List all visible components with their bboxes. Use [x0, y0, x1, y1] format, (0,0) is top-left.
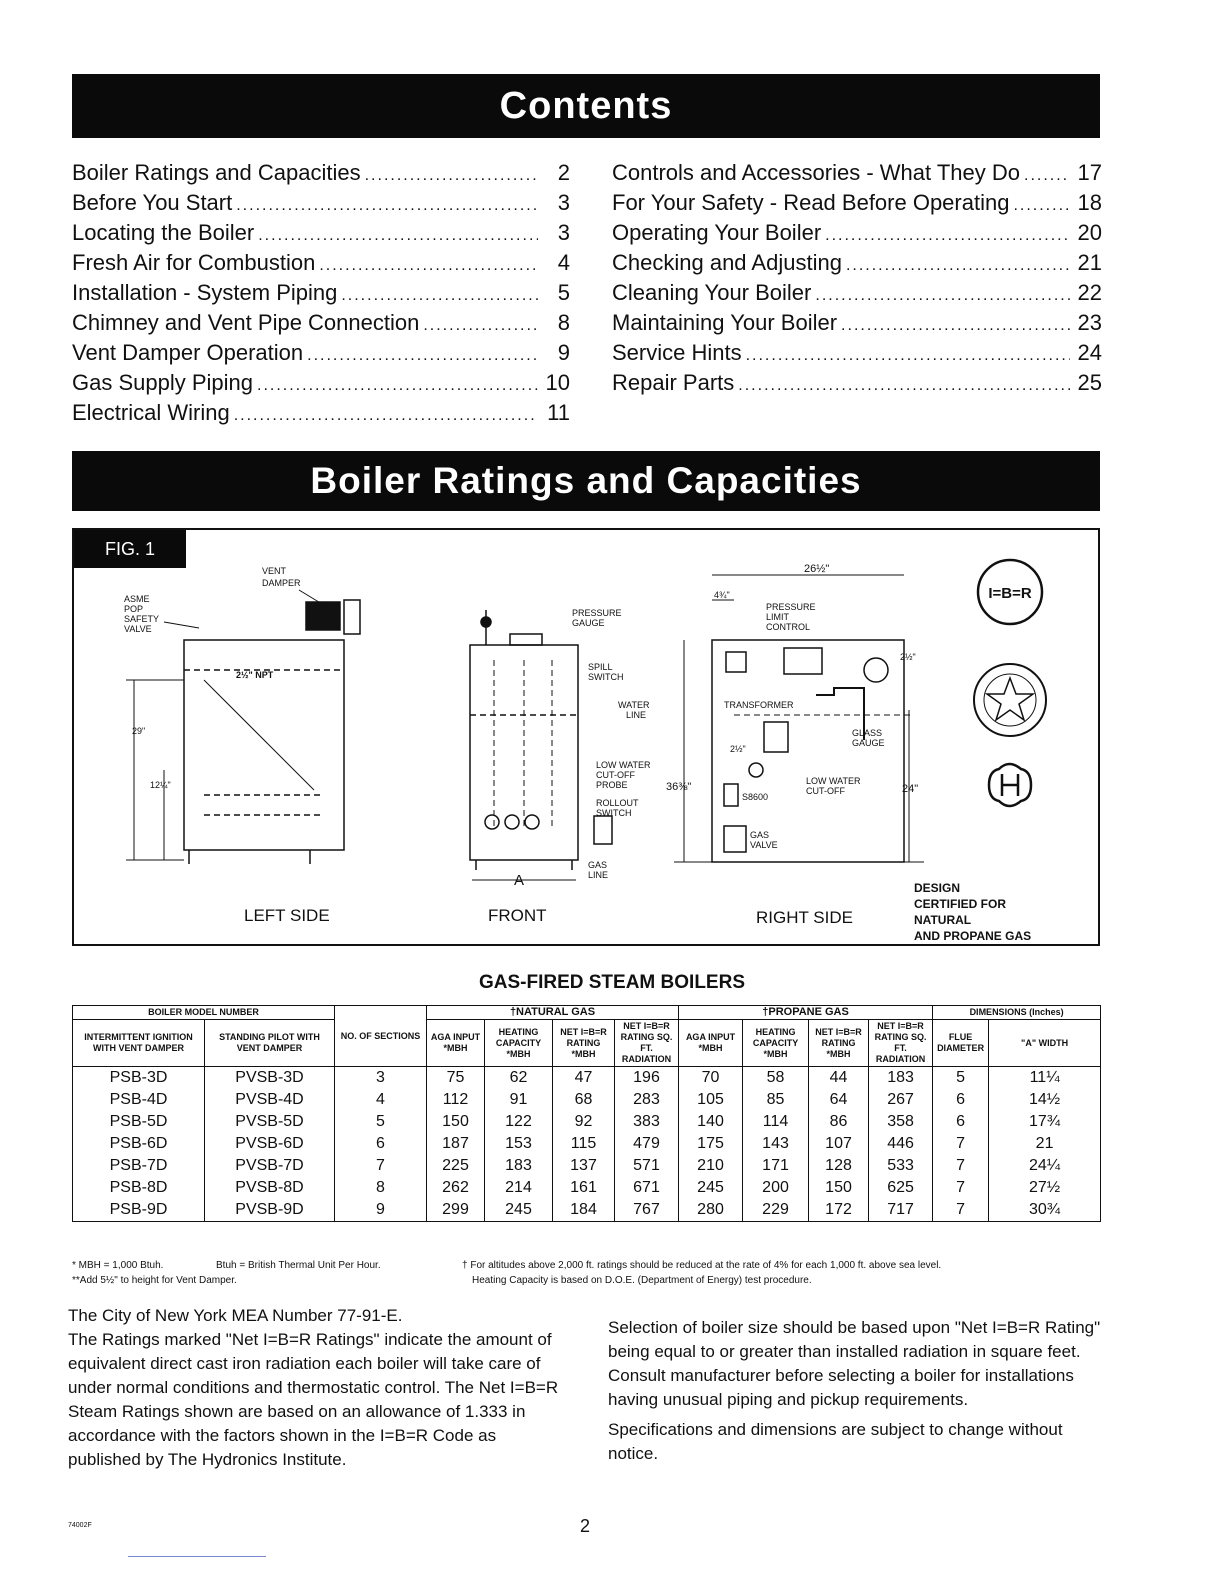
width-26-label: 26½" — [804, 563, 830, 575]
footnote-altitude: † For altitudes above 2,000 ft. ratings should be reduced at the rate of 4% for each 1,000 ft. above sea level. — [462, 1260, 942, 1271]
toc-leader-dots — [341, 287, 538, 305]
header-propane-aga-input: AGA INPUT *MBH — [679, 1020, 743, 1067]
cell-a-width: 21 — [989, 1133, 1101, 1155]
cell-natural-aga-input: 150 — [427, 1111, 485, 1133]
toc-leader-dots — [236, 197, 538, 215]
pressure-gauge-label-1: PRESSURE — [572, 608, 622, 618]
height-29-label: 29" — [132, 726, 146, 736]
toc-entry-label: Cleaning Your Boiler — [612, 280, 812, 305]
toc-entry-label: Fresh Air for Combustion — [72, 250, 316, 275]
cell-a-width: 17¾ — [989, 1111, 1101, 1133]
cell-model-intermittent: PSB-3D — [73, 1067, 205, 1090]
toc-entry-page: 2 — [557, 160, 570, 185]
ibr-logo-text: I=B=R — [988, 585, 1032, 602]
cell-natural-aga-input: 299 — [427, 1199, 485, 1222]
cell-propane-aga-input: 70 — [679, 1067, 743, 1090]
probe-label-1: LOW WATER — [596, 760, 651, 770]
specifications-notice-text: Specifications and dimensions are subject to change without notice. — [608, 1420, 1063, 1463]
header-intermittent: INTERMITTENT IGNITION WITH VENT DAMPER — [73, 1020, 205, 1067]
cell-propane-net-rating: 86 — [809, 1111, 869, 1133]
design-note-line: CERTIFIED FOR — [914, 897, 1006, 911]
cell-model-intermittent: PSB-5D — [73, 1111, 205, 1133]
dimension-a-label: A — [514, 872, 525, 889]
cell-natural-aga-input: 75 — [427, 1067, 485, 1090]
cell-propane-aga-input: 105 — [679, 1089, 743, 1111]
cell-model-intermittent: PSB-8D — [73, 1177, 205, 1199]
figure-1 — [72, 528, 1100, 946]
dim-2b-label: 2½" — [730, 744, 746, 754]
header-propane-gas: †PROPANE GAS — [679, 1006, 933, 1020]
cell-natural-net-rating: 161 — [553, 1177, 615, 1199]
toc-leader-dots — [841, 317, 1070, 335]
design-note-line: AND PROPANE GAS — [914, 929, 1032, 943]
footnote-mbh: * MBH = 1,000 Btuh. — [72, 1260, 164, 1271]
header-flue-diameter: FLUE DIAMETER — [933, 1020, 989, 1067]
cell-natural-net-radiation: 571 — [615, 1155, 679, 1177]
toc-entry-label: Operating Your Boiler — [612, 220, 822, 245]
table-row — [73, 1089, 1101, 1111]
cell-natural-net-radiation: 671 — [615, 1177, 679, 1199]
pressure-limit-label-3: CONTROL — [766, 622, 811, 632]
header-model-group: BOILER MODEL NUMBER — [73, 1006, 335, 1020]
cell-natural-aga-input: 262 — [427, 1177, 485, 1199]
design-certification-note — [914, 880, 1031, 944]
toc-entry-page: 8 — [557, 310, 570, 335]
water-line-label-1: WATER — [618, 700, 650, 710]
cell-flue-diameter: 7 — [933, 1155, 989, 1177]
cell-model-intermittent: PSB-4D — [73, 1089, 205, 1111]
header-sections: NO. OF SECTIONS — [335, 1006, 427, 1067]
toc-leader-dots — [825, 227, 1070, 245]
cell-propane-aga-input: 245 — [679, 1177, 743, 1199]
cell-natural-heating-capacity: 153 — [485, 1133, 553, 1155]
rollout-label-2: SWITCH — [596, 808, 632, 818]
toc-entry[interactable] — [612, 220, 1102, 250]
cell-model-intermittent: PSB-7D — [73, 1155, 205, 1177]
probe-label-3: PROBE — [596, 780, 628, 790]
height-24-label: 24" — [902, 783, 919, 795]
header-propane-heating-capacity: HEATING CAPACITY *MBH — [743, 1020, 809, 1067]
toc-entry[interactable] — [72, 280, 570, 310]
toc-left-column — [72, 160, 570, 430]
dim-2a-label: 2½" — [900, 652, 916, 662]
toc-entry-page: 11 — [547, 400, 570, 425]
front-caption: FRONT — [488, 906, 547, 925]
table-body — [73, 1067, 1101, 1222]
cell-propane-net-rating: 150 — [809, 1177, 869, 1199]
toc-entry-page: 23 — [1077, 310, 1102, 335]
transformer-label: TRANSFORMER — [724, 700, 794, 710]
toc-entry-label: For Your Safety - Read Before Operating — [612, 190, 1010, 215]
table-title: GAS-FIRED STEAM BOILERS — [478, 972, 745, 993]
toc-leader-dots — [1024, 167, 1070, 185]
cell-sections: 6 — [335, 1133, 427, 1155]
toc-leader-dots — [319, 257, 538, 275]
toc-leader-dots — [423, 317, 538, 335]
pressure-limit-label-1: PRESSURE — [766, 602, 816, 612]
header-standing: STANDING PILOT WITH VENT DAMPER — [205, 1020, 335, 1067]
toc-entry[interactable] — [612, 250, 1102, 280]
toc-entry-page: 18 — [1077, 190, 1102, 215]
contents-heading: Contents — [72, 74, 1100, 138]
gas-line-label-1: GAS — [588, 860, 608, 870]
toc-entry-label: Electrical Wiring — [72, 400, 230, 425]
cell-flue-diameter: 7 — [933, 1133, 989, 1155]
footnote-btuh: Btuh = British Thermal Unit Per Hour. — [216, 1260, 381, 1271]
cell-natural-heating-capacity: 62 — [485, 1067, 553, 1090]
cell-model-standing: PVSB-3D — [205, 1067, 335, 1090]
toc-entry[interactable] — [72, 160, 570, 190]
toc-entry-label: Checking and Adjusting — [612, 250, 842, 275]
cell-propane-heating-capacity: 85 — [743, 1089, 809, 1111]
probe-label-2: CUT-OFF — [596, 770, 635, 780]
bottom-rule — [128, 1556, 266, 1557]
toc-entry[interactable] — [612, 160, 1102, 190]
cell-sections: 3 — [335, 1067, 427, 1090]
toc-entry-page: 4 — [557, 250, 570, 275]
s8600-label: S8600 — [742, 792, 769, 802]
cell-propane-net-rating: 172 — [809, 1199, 869, 1222]
cell-model-standing: PVSB-6D — [205, 1133, 335, 1155]
cell-propane-aga-input: 280 — [679, 1199, 743, 1222]
toc-entry[interactable] — [72, 220, 570, 250]
toc-leader-dots — [365, 167, 538, 185]
toc-entry[interactable] — [612, 340, 1102, 370]
safety-valve-label-1: ASME — [124, 594, 150, 604]
cell-natural-aga-input: 187 — [427, 1133, 485, 1155]
cell-propane-aga-input: 210 — [679, 1155, 743, 1177]
toc-entry[interactable] — [72, 190, 570, 220]
table-row — [73, 1133, 1101, 1155]
height-36-label: 36⅜" — [666, 781, 692, 793]
cell-propane-heating-capacity: 229 — [743, 1199, 809, 1222]
toc-entry-page: 9 — [557, 340, 570, 365]
toc-entry-label: Installation - System Piping — [72, 280, 338, 305]
front-view — [470, 610, 612, 880]
header-propane-net-radiation: NET I=B=R RATING SQ. FT. RADIATION — [869, 1020, 933, 1067]
toc-leader-dots — [307, 347, 538, 365]
header-propane-net-rating: NET I=B=R RATING *MBH — [809, 1020, 869, 1067]
cell-natural-net-radiation: 196 — [615, 1067, 679, 1090]
design-note-line: DESIGN — [914, 881, 961, 895]
cell-flue-diameter: 6 — [933, 1111, 989, 1133]
header-natural-net-radiation: NET I=B=R RATING SQ. FT. RADIATION — [615, 1020, 679, 1067]
cell-model-intermittent: PSB-6D — [73, 1133, 205, 1155]
toc-entry-page: 22 — [1077, 280, 1102, 305]
safety-valve-label-3: SAFETY — [124, 614, 160, 624]
cell-propane-net-radiation: 267 — [869, 1089, 933, 1111]
height-12-label: 12¼" — [150, 780, 171, 790]
gas-valve-label-2: VALVE — [750, 840, 778, 850]
toc-entry[interactable] — [612, 370, 1102, 400]
boiler-selection-text: Selection of boiler size should be based upon "Net I=B=R Rating" being equal to or greater than installed radiation in square feet. Consult manufacturer before selecting a boiler for installations having unusual piping and pickup requirements. — [608, 1318, 1101, 1409]
toc-right-column — [612, 160, 1102, 400]
document-code: 74002F — [68, 1522, 92, 1529]
ratings-explanation — [68, 1304, 564, 1472]
toc-entry[interactable] — [72, 250, 570, 280]
cell-a-width: 14½ — [989, 1089, 1101, 1111]
cell-natural-net-radiation: 767 — [615, 1199, 679, 1222]
toc-entry[interactable] — [72, 400, 570, 430]
toc-leader-dots — [846, 257, 1070, 275]
safety-valve-label-4: VALVE — [124, 624, 152, 634]
low-water-cutoff-label-2: CUT-OFF — [806, 786, 845, 796]
toc-entry-page: 3 — [557, 220, 570, 245]
toc-entry-page: 21 — [1077, 250, 1102, 275]
cell-natural-net-radiation: 283 — [615, 1089, 679, 1111]
toc-entry[interactable] — [72, 340, 570, 370]
glass-gauge-label-2: GAUGE — [852, 738, 885, 748]
toc-entry-page: 5 — [557, 280, 570, 305]
vent-damper-label-1: VENT — [262, 566, 287, 576]
right-side-view — [674, 575, 924, 862]
glass-gauge-label-1: GLASS — [852, 728, 883, 738]
cell-propane-heating-capacity: 58 — [743, 1067, 809, 1090]
cell-a-width: 27½ — [989, 1177, 1101, 1199]
cell-natural-heating-capacity: 122 — [485, 1111, 553, 1133]
toc-leader-dots — [258, 227, 538, 245]
cell-natural-net-rating: 184 — [553, 1199, 615, 1222]
cell-natural-aga-input: 225 — [427, 1155, 485, 1177]
toc-entry-page: 20 — [1077, 220, 1102, 245]
table-row — [73, 1155, 1101, 1177]
cell-model-standing: PVSB-9D — [205, 1199, 335, 1222]
toc-entry-label: Chimney and Vent Pipe Connection — [72, 310, 420, 335]
design-certified-star-seal — [974, 664, 1046, 736]
toc-entry[interactable] — [612, 280, 1102, 310]
footnote-heating-capacity: Heating Capacity is based on D.O.E. (Department of Energy) test procedure. — [472, 1275, 812, 1286]
toc-entry[interactable] — [72, 370, 570, 400]
cell-natural-aga-input: 112 — [427, 1089, 485, 1111]
header-a-width: "A" WIDTH — [989, 1020, 1101, 1067]
cell-propane-heating-capacity: 171 — [743, 1155, 809, 1177]
cell-model-standing: PVSB-8D — [205, 1177, 335, 1199]
cell-flue-diameter: 5 — [933, 1067, 989, 1090]
design-note-line: NATURAL — [914, 913, 972, 927]
cell-sections: 7 — [335, 1155, 427, 1177]
cell-sections: 5 — [335, 1111, 427, 1133]
cell-flue-diameter: 6 — [933, 1089, 989, 1111]
cell-propane-net-radiation: 717 — [869, 1199, 933, 1222]
header-natural-aga-input: AGA INPUT *MBH — [427, 1020, 485, 1067]
cell-flue-diameter: 7 — [933, 1177, 989, 1199]
cell-natural-net-radiation: 479 — [615, 1133, 679, 1155]
cell-propane-net-rating: 128 — [809, 1155, 869, 1177]
toc-entry[interactable] — [612, 310, 1102, 340]
right-side-caption: RIGHT SIDE — [756, 908, 853, 927]
toc-leader-dots — [234, 407, 538, 425]
cell-model-intermittent: PSB-9D — [73, 1199, 205, 1222]
pressure-limit-label-2: LIMIT — [766, 612, 790, 622]
cell-model-standing: PVSB-4D — [205, 1089, 335, 1111]
toc-entry-label: Locating the Boiler — [72, 220, 255, 245]
toc-entry[interactable] — [72, 310, 570, 340]
toc-entry-label: Gas Supply Piping — [72, 370, 253, 395]
cell-propane-net-rating: 64 — [809, 1089, 869, 1111]
toc-entry-page: 10 — [545, 370, 570, 395]
cell-natural-net-rating: 47 — [553, 1067, 615, 1090]
toc-leader-dots — [746, 347, 1070, 365]
toc-entry-label: Maintaining Your Boiler — [612, 310, 838, 335]
cell-propane-heating-capacity: 143 — [743, 1133, 809, 1155]
toc-leader-dots — [815, 287, 1070, 305]
cell-propane-net-rating: 44 — [809, 1067, 869, 1090]
cell-flue-diameter: 7 — [933, 1199, 989, 1222]
cell-propane-net-radiation: 183 — [869, 1067, 933, 1090]
spill-switch-label-1: SPILL — [588, 662, 613, 672]
cell-propane-net-radiation: 533 — [869, 1155, 933, 1177]
table-row — [73, 1177, 1101, 1199]
toc-leader-dots — [1013, 197, 1070, 215]
vent-damper-label-2: DAMPER — [262, 578, 301, 588]
cell-model-standing: PVSB-5D — [205, 1111, 335, 1133]
page-number: 2 — [580, 1516, 591, 1536]
cell-propane-heating-capacity: 200 — [743, 1177, 809, 1199]
cell-natural-net-rating: 115 — [553, 1133, 615, 1155]
net-ibr-explanation-text: The Ratings marked "Net I=B=R Ratings" indicate the amount of equivalent direct cast iron radiation each boiler will take care of under normal conditions and thermostatic control. The Net I=B=R Steam Ratings shown are based on an allowance of 1.333 in accordance with the factors shown in the I=B=R Code as published by The Hydronics Institute. — [68, 1330, 559, 1469]
cell-natural-heating-capacity: 214 — [485, 1177, 553, 1199]
toc-entry-label: Service Hints — [612, 340, 742, 365]
toc-entry-page: 25 — [1077, 370, 1102, 395]
cell-a-width: 11¼ — [989, 1067, 1101, 1090]
cell-sections: 4 — [335, 1089, 427, 1111]
left-side-view — [126, 590, 360, 864]
cell-natural-net-rating: 68 — [553, 1089, 615, 1111]
cell-a-width: 30¾ — [989, 1199, 1101, 1222]
low-water-cutoff-label-1: LOW WATER — [806, 776, 861, 786]
toc-entry-label: Vent Damper Operation — [72, 340, 304, 365]
footnote-vent-damper: **Add 5½" to height for Vent Damper. — [72, 1275, 237, 1286]
toc-entry-page: 3 — [557, 190, 570, 215]
header-natural-heating-capacity: HEATING CAPACITY *MBH — [485, 1020, 553, 1067]
gas-line-label-2: LINE — [588, 870, 609, 880]
npt-label: 2½" NPT — [236, 670, 274, 680]
ibr-logo — [978, 560, 1042, 624]
cell-propane-net-radiation: 446 — [869, 1133, 933, 1155]
cell-sections: 8 — [335, 1177, 427, 1199]
toc-entry-label: Before You Start — [72, 190, 233, 215]
mea-number-text: The City of New York MEA Number 77-91-E. — [68, 1306, 403, 1325]
toc-leader-dots — [257, 377, 538, 395]
spill-switch-label-2: SWITCH — [588, 672, 624, 682]
cell-a-width: 24¼ — [989, 1155, 1101, 1177]
cell-propane-heating-capacity: 114 — [743, 1111, 809, 1133]
cell-propane-net-rating: 107 — [809, 1133, 869, 1155]
rollout-label-1: ROLLOUT — [596, 798, 639, 808]
cell-natural-net-radiation: 383 — [615, 1111, 679, 1133]
safety-valve-label-2: POP — [124, 604, 144, 614]
boiler-ratings-table — [72, 1005, 1101, 1222]
toc-leader-dots — [738, 377, 1070, 395]
selection-guidance — [608, 1316, 1102, 1466]
pressure-gauge-label-2: GAUGE — [572, 618, 605, 628]
toc-entry[interactable] — [612, 190, 1102, 220]
left-side-caption: LEFT SIDE — [244, 906, 330, 925]
table-row — [73, 1111, 1101, 1133]
cell-sections: 9 — [335, 1199, 427, 1222]
ratings-heading: Boiler Ratings and Capacities — [72, 451, 1100, 511]
h-stamp-icon — [989, 764, 1031, 806]
cell-natural-heating-capacity: 91 — [485, 1089, 553, 1111]
water-line-label-2: LINE — [626, 710, 647, 720]
cell-natural-heating-capacity: 245 — [485, 1199, 553, 1222]
cell-propane-net-radiation: 358 — [869, 1111, 933, 1133]
header-natural-gas: †NATURAL GAS — [427, 1006, 679, 1020]
cell-propane-aga-input: 140 — [679, 1111, 743, 1133]
header-dimensions: DIMENSIONS (Inches) — [933, 1006, 1101, 1020]
cell-model-standing: PVSB-7D — [205, 1155, 335, 1177]
toc-entry-page: 24 — [1077, 340, 1102, 365]
toc-entry-label: Repair Parts — [612, 370, 735, 395]
table-row — [73, 1067, 1101, 1090]
toc-entry-label: Boiler Ratings and Capacities — [72, 160, 361, 185]
cell-natural-heating-capacity: 183 — [485, 1155, 553, 1177]
toc-entry-label: Controls and Accessories - What They Do — [612, 160, 1020, 185]
table-row — [73, 1199, 1101, 1222]
cell-propane-aga-input: 175 — [679, 1133, 743, 1155]
gas-valve-label-1: GAS — [750, 830, 770, 840]
cell-natural-net-rating: 92 — [553, 1111, 615, 1133]
cell-propane-net-radiation: 625 — [869, 1177, 933, 1199]
toc-entry-page: 17 — [1077, 160, 1102, 185]
cell-natural-net-rating: 137 — [553, 1155, 615, 1177]
header-natural-net-rating: NET I=B=R RATING *MBH — [553, 1020, 615, 1067]
figure-label: FIG. 1 — [74, 530, 186, 568]
width-4-label: 4¾" — [714, 590, 730, 600]
